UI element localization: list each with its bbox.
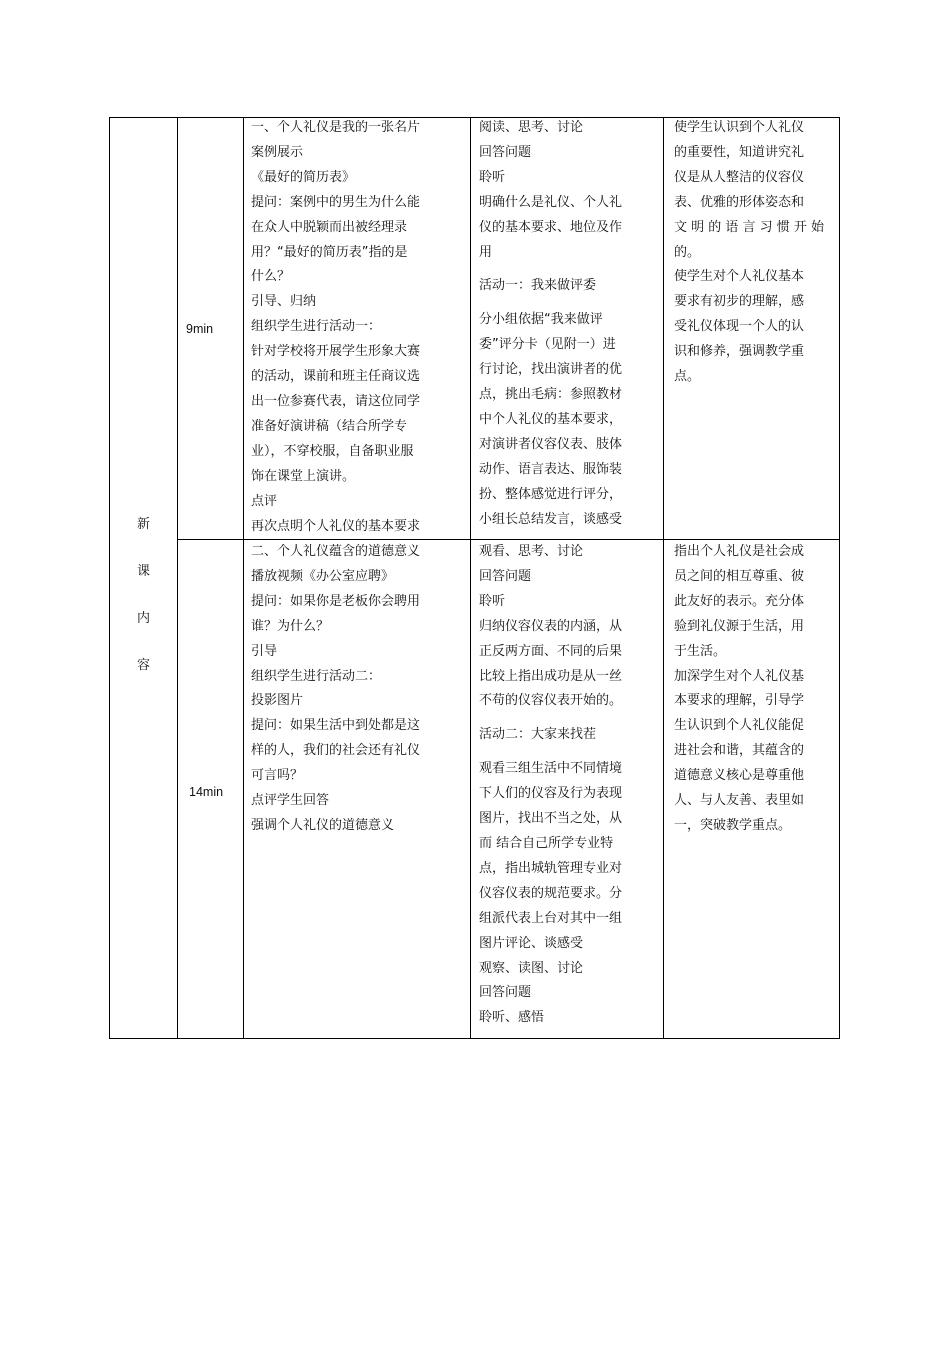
teacher-activity-cell bbox=[251, 540, 466, 839]
student-line: 聆听 bbox=[479, 169, 506, 185]
student-line: 聆听、感悟 bbox=[479, 1010, 545, 1026]
student-line: 对演讲者仪容仪表、肢体 bbox=[479, 436, 623, 452]
teacher-line: 谁？为什么？ bbox=[251, 618, 330, 634]
intent-line: 受礼仪体现一个人的认 bbox=[674, 319, 805, 335]
teacher-line: 业），不穿校服，自备职业服 bbox=[251, 443, 414, 459]
teacher-line: 组织学生进行活动一： bbox=[251, 319, 382, 335]
section-char: 容 bbox=[136, 658, 150, 673]
student-line: 不苟的仪容仪表开始的。 bbox=[479, 693, 623, 709]
intent-line: 加深学生对个人礼仪基 bbox=[674, 668, 805, 684]
teacher-line: 提问：案例中的男生为什么能 bbox=[251, 194, 421, 210]
teacher-line: 饰在课堂上演讲。 bbox=[251, 468, 356, 484]
intent-line: 点。 bbox=[674, 369, 701, 385]
intent-line: 指出个人礼仪是社会成 bbox=[674, 544, 805, 559]
intent-line: 一，突破教学重点。 bbox=[674, 817, 792, 833]
student-line: 回答问题 bbox=[479, 144, 532, 160]
teacher-line: 出一位参赛代表，请这位同学 bbox=[251, 393, 421, 409]
student-activity-cell bbox=[479, 116, 659, 533]
intent-line: 使学生对个人礼仪基本 bbox=[674, 269, 805, 285]
student-line: 分小组依据“我来做评 bbox=[479, 312, 603, 328]
intent-line: 识和修养，强调教学重 bbox=[674, 344, 805, 360]
student-line: 点，指出城轨管理专业对 bbox=[479, 860, 623, 876]
intent-line: 于生活。 bbox=[674, 643, 727, 659]
design-intent-cell bbox=[674, 540, 834, 839]
column-divider bbox=[663, 118, 664, 1038]
student-line: 图片，找出不当之处，从 bbox=[479, 811, 623, 827]
teacher-line: 的活动，课前和班主任商议选 bbox=[251, 369, 421, 385]
section-char: 课 bbox=[136, 564, 150, 579]
intent-line: 道德意义核心是尊重他 bbox=[674, 768, 805, 784]
teacher-line: 强调个人礼仪的道德意义 bbox=[251, 817, 395, 833]
intent-line: 的重要性，知道讲究礼 bbox=[674, 144, 805, 160]
teacher-activity-cell bbox=[251, 116, 466, 539]
intent-line: 使学生认识到个人礼仪 bbox=[674, 120, 805, 135]
column-divider bbox=[177, 118, 178, 1038]
teacher-line: 组织学生进行活动二： bbox=[251, 668, 382, 684]
teacher-line: 点评 bbox=[251, 493, 278, 509]
activity-title: 活动一：我来做评委 bbox=[479, 278, 597, 294]
student-line: 仪的基本要求、地位及作 bbox=[479, 219, 623, 235]
teacher-line: 《最好的简历表》 bbox=[251, 169, 356, 185]
intent-line: 文 明 的 语 言 习 惯 开 始 bbox=[674, 219, 825, 235]
student-line: 回答问题 bbox=[479, 985, 532, 1001]
section-char: 新 bbox=[136, 517, 150, 532]
teacher-line: 引导、归纳 bbox=[251, 294, 317, 310]
student-line: 点，挑出毛病：参照教材 bbox=[479, 387, 623, 403]
student-line: 中个人礼仪的基本要求， bbox=[479, 411, 623, 427]
student-line: 观察、读图、讨论 bbox=[479, 960, 584, 976]
student-line: 阅读、思考、讨论 bbox=[479, 120, 584, 135]
student-line: 仪容仪表的规范要求。分 bbox=[479, 885, 623, 901]
lesson-plan-table bbox=[109, 117, 840, 1039]
student-line: 组派代表上台对其中一组 bbox=[479, 910, 623, 926]
teacher-line: 二、个人礼仪蕴含的道德意义 bbox=[251, 544, 421, 559]
teacher-line: 提问：如果你是老板你会聘用 bbox=[251, 593, 421, 609]
student-line: 比较上指出成功是从一丝 bbox=[479, 668, 623, 684]
teacher-line: 一、个人礼仪是我的一张名片 bbox=[251, 120, 421, 135]
teacher-line: 案例展示 bbox=[251, 144, 304, 160]
teacher-line: 播放视频《办公室应聘》 bbox=[251, 568, 395, 584]
student-line: 扮、整体感觉进行评分， bbox=[479, 486, 623, 502]
column-divider bbox=[243, 118, 244, 1038]
section-label bbox=[110, 501, 177, 689]
teacher-line: 准备好演讲稿（结合所学专 bbox=[251, 418, 408, 434]
student-line: 委”评分卡（见附一）进 bbox=[479, 337, 616, 353]
teacher-line: 可言吗？ bbox=[251, 768, 304, 784]
intent-line: 本要求的理解，引导学 bbox=[674, 693, 805, 709]
teacher-line: 投影图片 bbox=[251, 693, 304, 709]
student-line: 用 bbox=[479, 244, 493, 260]
teacher-line: 什么？ bbox=[251, 269, 291, 285]
student-line: 明确什么是礼仪、个人礼 bbox=[479, 194, 623, 210]
teacher-line: 引导 bbox=[251, 643, 278, 659]
intent-line: 验到礼仪源于生活，用 bbox=[674, 618, 805, 634]
teacher-line: 再次点明个人礼仪的基本要求 bbox=[251, 518, 421, 534]
intent-line: 员之间的相互尊重、彼 bbox=[674, 568, 805, 584]
intent-line: 此友好的表示。充分体 bbox=[674, 593, 805, 609]
student-line: 行讨论，找出演讲者的优 bbox=[479, 362, 623, 378]
teacher-line: 针对学校将开展学生形象大赛 bbox=[251, 344, 421, 360]
student-line: 观看、思考、讨论 bbox=[479, 544, 584, 559]
intent-line: 生认识到个人礼仪能促 bbox=[674, 718, 805, 734]
intent-line: 要求有初步的理解，感 bbox=[674, 294, 805, 310]
intent-line: 进社会和谐，其蕴含的 bbox=[674, 743, 805, 759]
student-line: 观看三组生活中不同情境 bbox=[479, 761, 623, 777]
row-time: 14min bbox=[189, 785, 224, 799]
student-line: 聆听 bbox=[479, 593, 506, 609]
student-line: 图片评论、谈感受 bbox=[479, 935, 584, 951]
teacher-line: 点评学生回答 bbox=[251, 793, 330, 809]
teacher-line: 用？“最好的简历表”指的是 bbox=[251, 244, 408, 260]
student-line: 动作、语言表达、服饰装 bbox=[479, 461, 623, 477]
intent-line: 表、优雅的形体姿态和 bbox=[674, 194, 805, 210]
intent-line: 仪是从人整洁的仪容仪 bbox=[674, 169, 805, 185]
student-line: 下人们的仪容及行为表现 bbox=[479, 786, 623, 802]
activity-title: 活动二：大家来找茬 bbox=[479, 727, 597, 743]
student-activity-cell bbox=[479, 540, 659, 1031]
teacher-line: 样的人，我们的社会还有礼仪 bbox=[251, 743, 421, 759]
student-line: 正反两方面、不同的后果 bbox=[479, 643, 623, 659]
student-line: 归纳仪容仪表的内涵，从 bbox=[479, 618, 623, 634]
column-divider bbox=[470, 118, 471, 1038]
student-line: 回答问题 bbox=[479, 568, 532, 584]
row-time: 9min bbox=[186, 322, 214, 336]
design-intent-cell bbox=[674, 116, 834, 390]
section-char: 内 bbox=[136, 611, 150, 626]
intent-line: 的。 bbox=[674, 244, 701, 260]
student-line: 而 结合自己所学专业特 bbox=[479, 835, 614, 851]
intent-line: 人、与人友善、表里如 bbox=[674, 793, 805, 809]
student-line: 小组长总结发言，谈感受 bbox=[479, 511, 623, 527]
teacher-line: 在众人中脱颖而出被经理录 bbox=[251, 219, 408, 235]
teacher-line: 提问：如果生活中到处都是这 bbox=[251, 718, 421, 734]
